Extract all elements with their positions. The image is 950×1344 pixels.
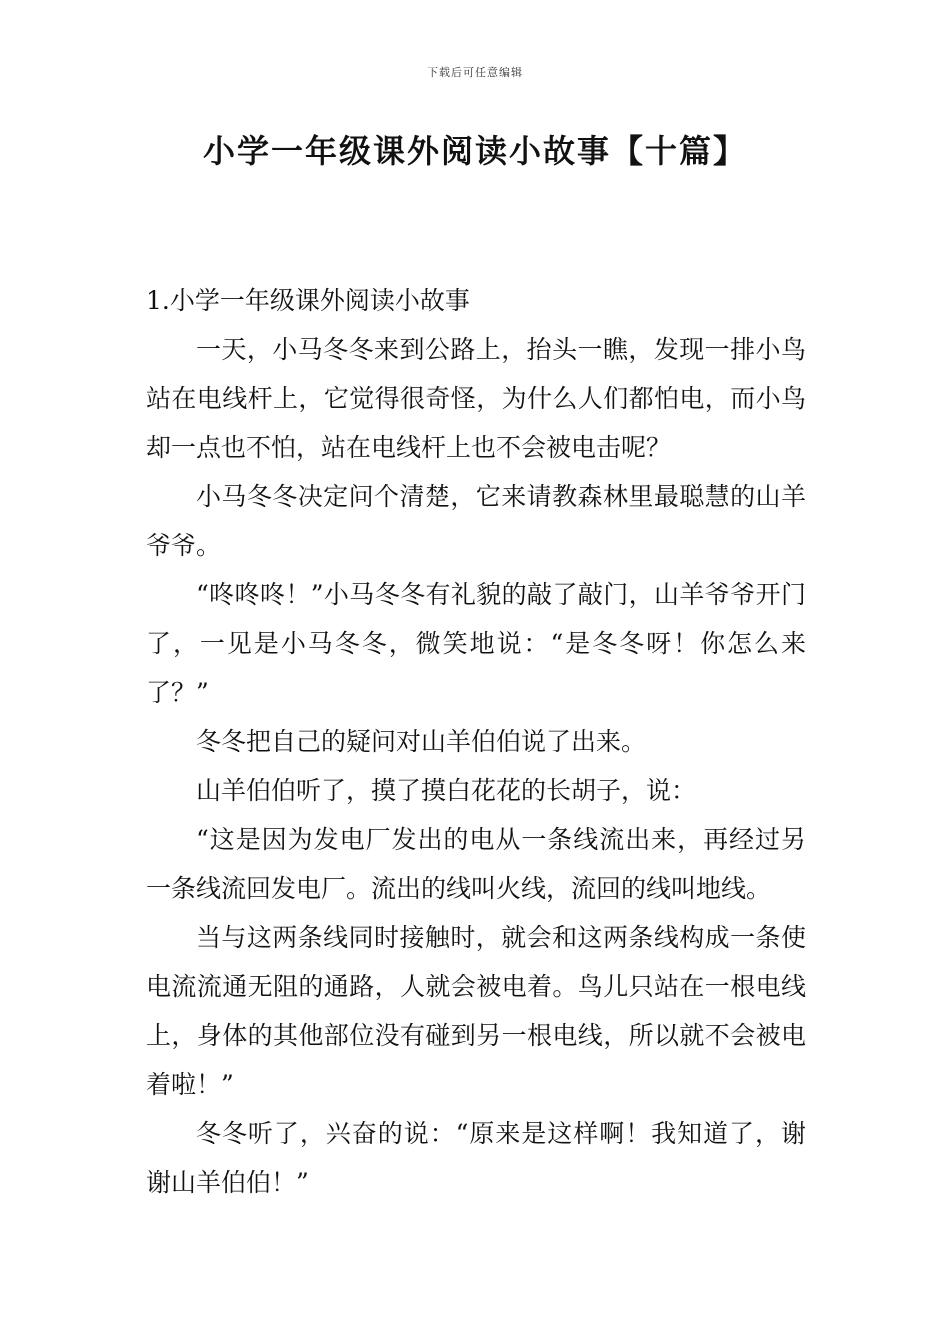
paragraph: “这是因为发电厂发出的电从一条线流出来，再经过另一条线流回发电厂。流出的线叫火线，流回的线叫地线。 <box>146 825 806 903</box>
document-title: 小学一年级课外阅读小故事【十篇】 <box>202 132 747 170</box>
paragraph: 冬冬听了，兴奋的说：“原来是这样啊！我知道了，谢谢山羊伯伯！” <box>146 1119 806 1197</box>
paragraph: 小马冬冬决定问个清楚，它来请教森林里最聪慧的山羊爷爷。 <box>146 482 806 560</box>
paragraph: 山羊伯伯听了，摸了摸白花花的长胡子，说： <box>196 776 697 805</box>
paragraph: 一天，小马冬冬来到公路上，抬头一瞧，发现一排小鸟站在电线杆上，它觉得很奇怪，为什么人们都怕电，而小鸟却一点也不怕，站在电线杆上也不会被电击呢？ <box>146 335 806 462</box>
document-body <box>146 276 806 1207</box>
section-heading: 1.小学一年级课外阅读小故事 <box>146 286 470 315</box>
paragraph: “咚咚咚！”小马冬冬有礼貌的敲了敲门，山羊爷爷开门了，一见是小马冬冬，微笑地说：“是冬冬呀！你怎么来了？” <box>146 580 806 707</box>
page-header-note: 下载后可任意编辑 <box>427 66 523 79</box>
paragraph: 冬冬把自己的疑问对山羊伯伯说了出来。 <box>196 727 647 756</box>
paragraph: 当与这两条线同时接触时，就会和这两条线构成一条使电流流通无阻的通路，人就会被电着。鸟儿只站在一根电线上，身体的其他部位没有碰到另一根电线，所以就不会被电着啦！” <box>146 923 806 1099</box>
